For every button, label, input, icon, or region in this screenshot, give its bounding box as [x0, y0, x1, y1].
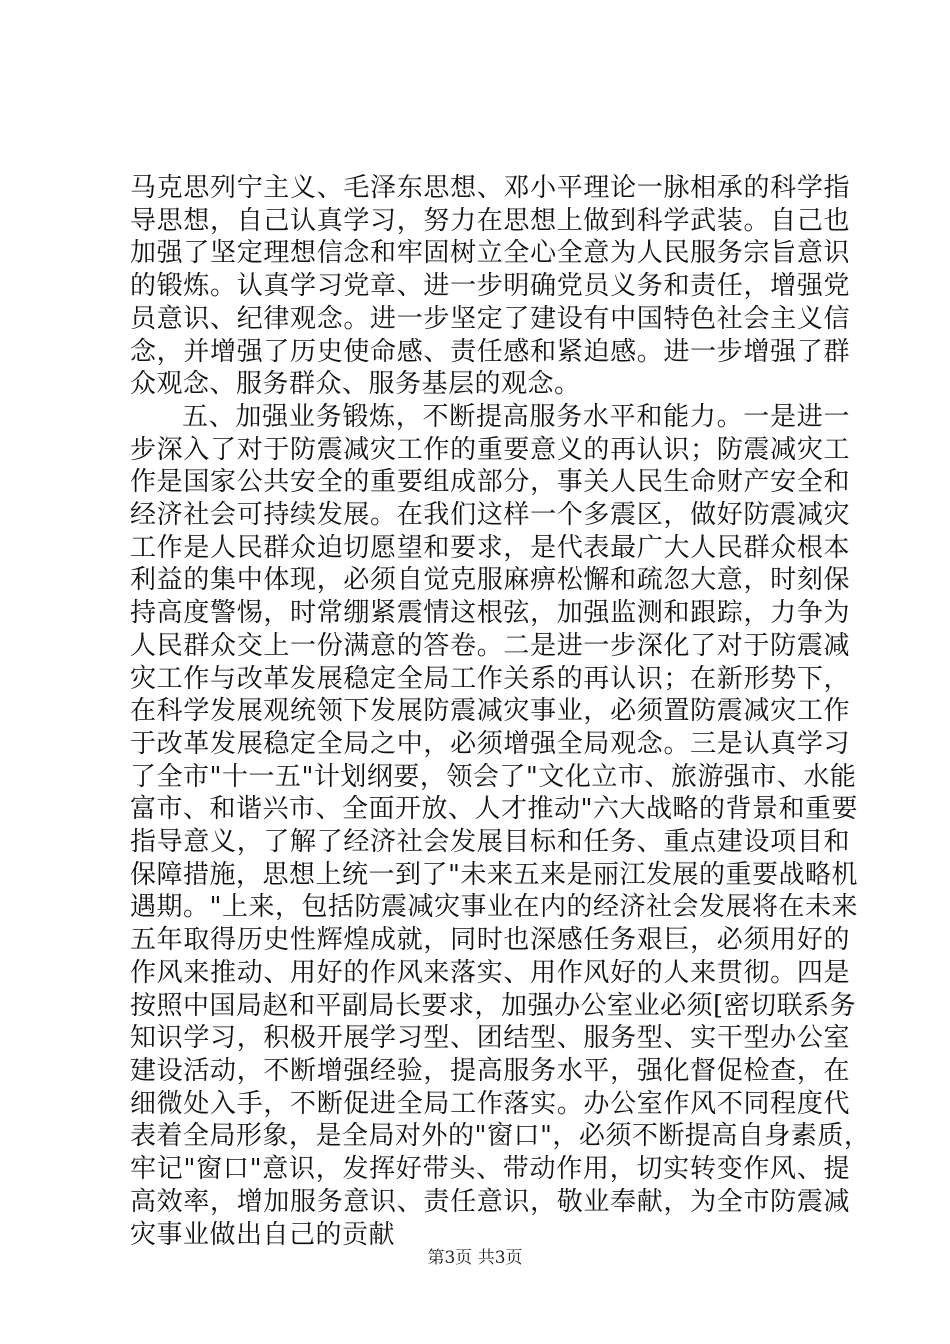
text-line: 五、加强业务锻炼，不断提高服务水平和能力。一是进一: [182, 401, 850, 432]
text-line: 建设活动，不断增强经验，提高服务水平，强化督促检查，在: [130, 1055, 850, 1086]
text-line: 五年取得历史性辉煌成就，同时也深感任务艰巨，必须用好的: [130, 925, 850, 956]
text-line: 牢记"窗口"意识，发挥好带头、带动作用，切实转变作风、提: [130, 1154, 850, 1185]
text-line: 马克思列宁主义、毛泽东思想、邓小平理论一脉相承的科学指: [130, 173, 850, 203]
text-line: 加强了坚定理想信念和牢固树立全心全意为人民服务宗旨意识: [130, 238, 850, 269]
text-line: 作风来推动、用好的作风来落实、用作风好的人来贯彻。四是: [130, 957, 850, 988]
text-line: 人民群众交上一份满意的答卷。二是进一步深化了对于防震减: [130, 630, 850, 661]
text-line: 细微处入手，不断促进全局工作落实。办公室作风不同程度代: [130, 1088, 850, 1119]
text-line: 持高度警惕，时常绷紧震情这根弦，加强监测和跟踪，力争为: [130, 598, 850, 629]
text-line: 步深入了对于防震减灾工作的重要意义的再认识；防震减灾工: [130, 434, 850, 465]
text-line: 了全市"十一五"计划纲要，领会了"文化立市、旅游强市、水能: [130, 761, 857, 792]
text-line: 灾事业做出自己的贡献: [130, 1219, 396, 1250]
text-line: 的锻炼。认真学习党章、进一步明确党员义务和责任，增强党: [130, 271, 850, 302]
text-line: 遇期。"上来，包括防震减灾事业在内的经济社会发展将在未来: [130, 892, 858, 923]
text-line: 表着全局形象，是全局对外的"窗口"，必须不断提高自身素质，: [130, 1121, 871, 1152]
text-line: 众观念、服务群众、服务基层的观念。: [130, 369, 581, 400]
text-line: 员意识、纪律观念。进一步坚定了建设有中国特色社会主义信: [130, 303, 850, 334]
text-line: 念，并增强了历史使命感、责任感和紧迫感。进一步增强了群: [130, 336, 850, 367]
text-line: 高效率，增加服务意识、责任意识，敬业奉献，为全市防震减: [130, 1186, 850, 1217]
text-line: 灾工作与改革发展稳定全局工作关系的再认识；在新形势下，: [130, 663, 850, 694]
text-line: 在科学发展观统领下发展防震减灾事业，必须置防震减灾工作: [130, 696, 850, 727]
page-footer: 第3页 共3页: [427, 1248, 523, 1268]
document-body: [130, 172, 871, 1251]
text-line: 导思想，自己认真学习，努力在思想上做到科学武装。自己也: [130, 205, 850, 236]
text-line: 利益的集中体现，必须自觉克服麻痹松懈和疏忽大意，时刻保: [130, 565, 850, 596]
text-line: 经济社会可持续发展。在我们这样一个多震区，做好防震减灾: [130, 500, 850, 531]
text-line: 知识学习，积极开展学习型、团结型、服务型、实干型办公室: [130, 1023, 850, 1054]
text-line: 富市、和谐兴市、全面开放、人才推动"六大战略的背景和重要: [130, 794, 858, 825]
text-line: 指导意义，了解了经济社会发展目标和任务、重点建设项目和: [130, 827, 850, 858]
text-line: 按照中国局赵和平副局长要求，加强办公室业必须[密切联系务: [130, 990, 857, 1021]
text-line: 于改革发展稳定全局之中，必须增强全局观念。三是认真学习: [130, 728, 850, 759]
text-line: 作是国家公共安全的重要组成部分，事关人民生命财产安全和: [130, 467, 850, 498]
paragraph: [130, 401, 871, 1251]
paragraph: [130, 172, 850, 401]
text-line: 工作是人民群众迫切愿望和要求，是代表最广大人民群众根本: [130, 532, 850, 563]
text-line: 保障措施，思想上统一到了"未来五来是丽江发展的重要战略机: [130, 859, 858, 890]
